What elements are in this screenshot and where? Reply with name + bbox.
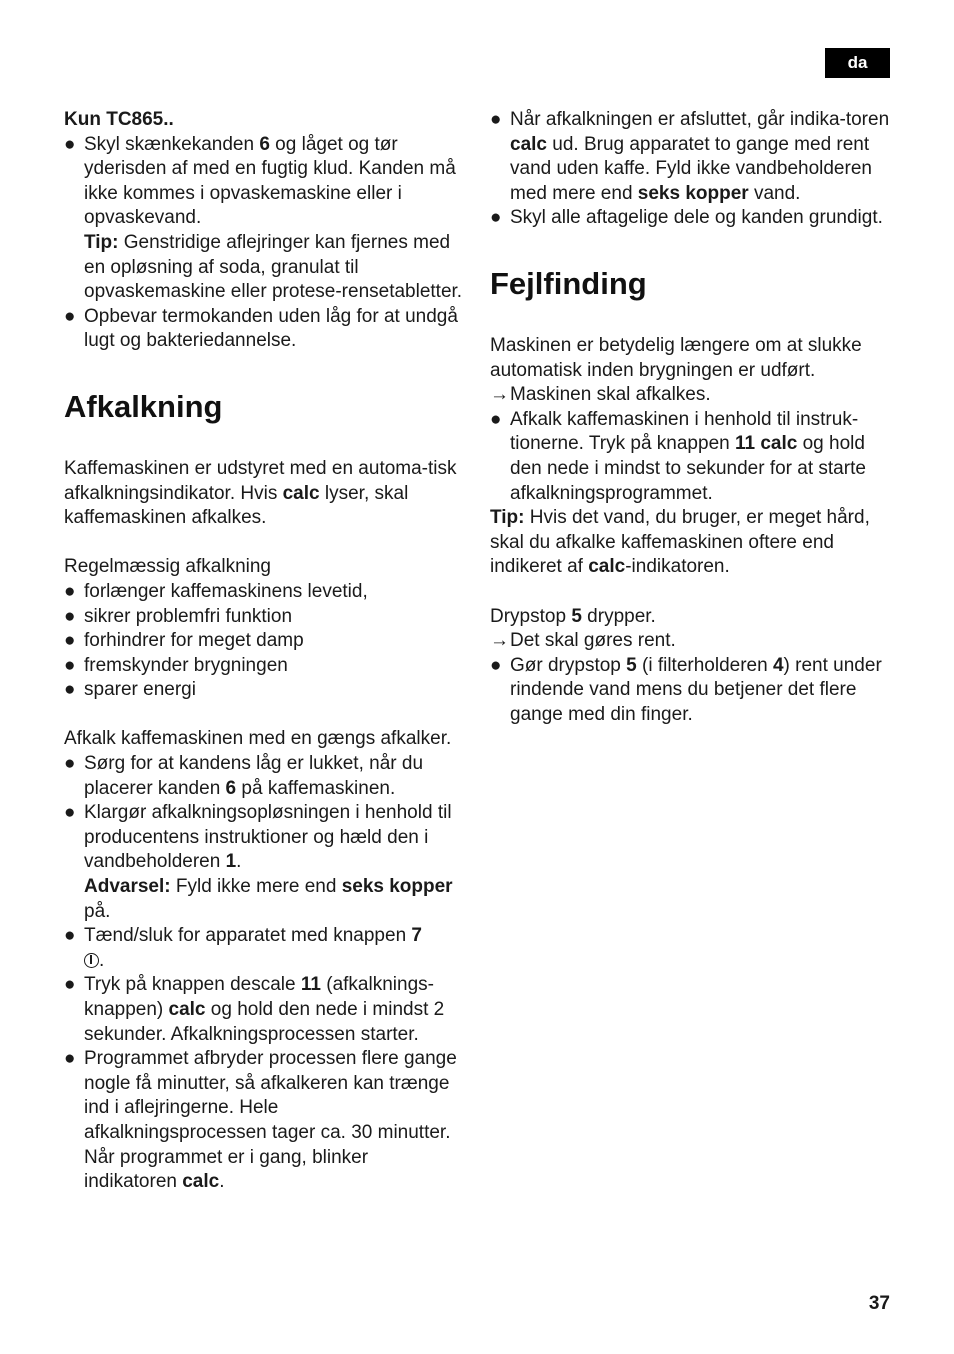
bullet-icon: ● [490, 109, 502, 130]
bullet-icon: ● [64, 679, 76, 701]
list-item: ● sikrer problemfri funktion [64, 605, 464, 630]
bullet-icon: ● [64, 1048, 76, 1070]
bullet-icon: ● [64, 925, 76, 947]
tip-note: Tip: Genstridige aflejringer kan fjernes med en opløsning af soda, granulat til opvaskemaskine eller protese-rensetabletter. [84, 231, 463, 303]
list-item: ● Tryk på knappen descale 11 (afkalknings-knappen) calc og hold den nede i mindst 2 sekunder. Afkalkningsprocessen starter. [64, 974, 445, 1045]
right-column [490, 108, 892, 727]
list-item: ● Gør drypstop 5 (i filterholderen 4) rent under rindende vand mens du betjener det flere gange med din finger. [490, 654, 882, 725]
bullet-icon: ● [64, 133, 76, 155]
problem-paragraph: Maskinen er betydelig længere om at slukke automatisk inden brygningen er udført. [490, 334, 862, 381]
cause-line: → Maskinen skal afkalkes. [490, 383, 892, 408]
bullet-icon: ● [64, 654, 76, 676]
section-heading-afkalkning: Afkalkning [64, 388, 223, 424]
list-item: ● Tænd/sluk for apparatet med knappen 7 . [64, 925, 422, 971]
bullet-icon: ● [64, 802, 76, 824]
arrow-right-icon: → [490, 630, 509, 652]
list-item: ● Opbevar termokanden uden låg for at undgå lugt og bakteriedannelse. [64, 305, 458, 352]
list-item: ● sparer energi [64, 678, 464, 703]
list-item: ● Når afkalkningen er afsluttet, går indika-toren calc ud. Brug apparatet to gange med rent vand uden kaffe. Fyld ikke vandbeholderen med mere end seks kopper vand. [490, 109, 890, 204]
arrow-right-icon: → [490, 384, 509, 406]
list-item: ● Skyl alle aftagelige dele og kanden grundigt. [490, 206, 892, 231]
power-icon [84, 953, 99, 968]
tip-note: Tip: Hvis det vand, du bruger, er meget hård, skal du afkalke kaffemaskinen oftere end indikeret af calc-indikatoren. [490, 507, 870, 578]
bullet-icon: ● [64, 974, 76, 996]
list-item: ● Skyl skænkekanden 6 og låget og tør yderisden af med en fugtig klud. Kanden må ikke kommes i opvaskemaskine eller i opvaskevand. [64, 133, 456, 229]
left-column [64, 108, 464, 1195]
bullet-icon: ● [64, 605, 76, 627]
section-heading-fejlfinding: Fejlfinding [490, 265, 647, 301]
list-item: ● Klargør afkalkningsopløsningen i henhold til producentens instruktioner og hæld den i vandbeholderen 1. [64, 802, 452, 873]
list-item: ● forhindrer for meget damp [64, 629, 464, 654]
list-item: ● Programmet afbryder processen flere gange nogle få minutter, så afkalkeren kan trænge ind i aflejringerne. Hele afkalkningsprocessen tager ca. 30 minutter. Når programmet er i gang, blinker indikatoren calc. [64, 1048, 457, 1193]
bullet-icon: ● [64, 753, 76, 775]
list-item: ● Afkalk kaffemaskinen i henhold til instruk-tionerne. Tryk på knappen 11 calc og hold den nede i mindst to sekunder for at starte afkalkningsprogrammet. [490, 408, 866, 504]
cause-line: → Det skal gøres rent. [490, 629, 892, 654]
page-number: 37 [868, 1293, 890, 1314]
bullet-icon: ● [490, 408, 502, 430]
bullet-icon: ● [64, 630, 76, 652]
intro-paragraph: Kaffemaskinen er udstyret med en automa-tisk afkalkningsindikator. Hvis calc lyser, skal kaffemaskinen afkalkes. [64, 457, 457, 529]
bullet-icon: ● [490, 654, 502, 676]
regular-title: Regelmæssig afkalkning [64, 556, 271, 578]
language-badge: da [825, 48, 890, 78]
list-item: ● Sørg for at kandens låg er lukket, når du placerer kanden 6 på kaffemaskinen. [64, 753, 424, 799]
bullet-icon: ● [490, 207, 502, 229]
bullet-icon: ● [64, 305, 76, 327]
bullet-icon: ● [64, 580, 76, 602]
list-item: ● forlænger kaffemaskinens levetid, [64, 580, 464, 605]
warning-note: Advarsel: Fyld ikke mere end seks kopper på. [84, 876, 453, 922]
list-item: ● fremskynder brygningen [64, 654, 464, 679]
descale-intro: Afkalk kaffemaskinen med en gængs afkalker. [64, 728, 452, 750]
problem-paragraph: Drypstop 5 drypper. [490, 605, 656, 627]
kun-title: Kun TC865.. [64, 109, 174, 130]
